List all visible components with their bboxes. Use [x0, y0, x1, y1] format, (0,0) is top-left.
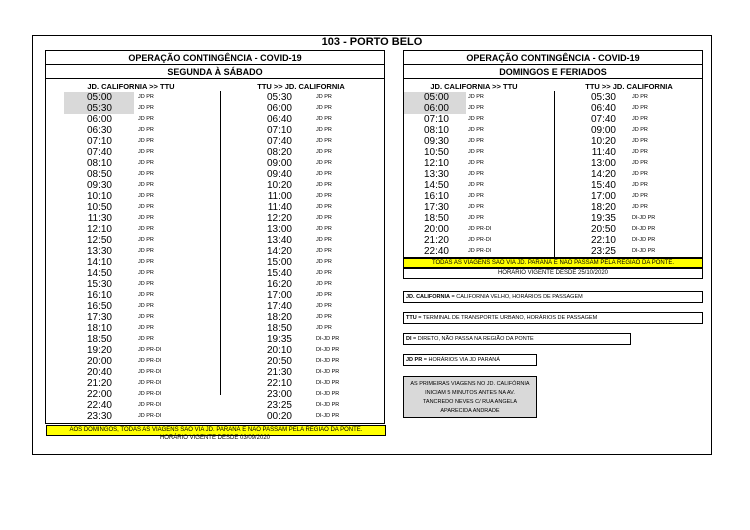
route-via: JD PR — [468, 215, 484, 221]
departure-time: 18:20 — [590, 202, 616, 213]
departure-time: 09:00 — [266, 158, 292, 169]
departure-time: 15:30 — [86, 279, 112, 290]
route-via: JD PR — [138, 149, 154, 155]
legend-di — [403, 333, 631, 345]
departure-time: 10:50 — [423, 147, 449, 158]
vigente-left: HORÁRIO VIGENTE DESDE 03/09/2020 — [159, 435, 271, 441]
departure-time: 10:10 — [86, 191, 112, 202]
departure-time: 21:20 — [423, 235, 449, 246]
route-via: JD PR — [138, 248, 154, 254]
departure-time: 05:00 — [86, 92, 112, 103]
route-via: JD PR — [138, 314, 154, 320]
departure-time: 07:10 — [266, 125, 292, 136]
departure-time: 07:10 — [86, 136, 112, 147]
route-via: JD PR — [138, 237, 154, 243]
departure-time: 09:30 — [86, 180, 112, 191]
route-via: JD PR — [316, 226, 332, 232]
route-via: DI-JD PR — [316, 358, 340, 364]
departure-time: 14:20 — [590, 169, 616, 180]
route-via: JD PR — [468, 204, 484, 210]
route-via: JD PR — [632, 204, 648, 210]
departure-time: 11:40 — [591, 147, 616, 158]
route-via: JD PR — [316, 281, 332, 287]
departure-time: 06:40 — [590, 103, 616, 114]
departure-time: 05:30 — [86, 103, 112, 114]
departure-time: 19:20 — [86, 345, 112, 356]
departure-time: 22:10 — [266, 378, 292, 389]
departure-time: 16:10 — [86, 290, 112, 301]
departure-time: 15:40 — [266, 268, 292, 279]
departure-time: 14:20 — [266, 246, 292, 257]
sunday-note: AOS DOMINGOS, TODAS AS VIAGENS SÃO VIA JD. PARANÁ E NÃO PASSAM PELA REGIÃO DA PONTE. — [46, 425, 386, 436]
departure-time: 07:10 — [423, 114, 449, 125]
route-via: JD PR — [316, 105, 332, 111]
route-via: JD PR — [138, 204, 154, 210]
route-title: 103 - PORTO BELO — [321, 36, 423, 48]
route-via: DI-JD PR — [316, 402, 340, 408]
departure-time: 06:00 — [86, 114, 112, 125]
route-via: JD PR — [468, 171, 484, 177]
route-via: JD PR — [316, 303, 332, 309]
route-via: JD PR — [316, 259, 332, 265]
departure-time: 11:30 — [87, 213, 112, 224]
departure-time: 13:30 — [423, 169, 449, 180]
departure-time: 09:30 — [423, 136, 449, 147]
departure-time: 17:30 — [423, 202, 449, 213]
column-divider — [554, 91, 555, 257]
route-via: JD PR — [468, 149, 484, 155]
route-via: JD PR — [468, 116, 484, 122]
departure-time: 22:10 — [590, 235, 616, 246]
route-via: JD PR — [632, 105, 648, 111]
departure-time: 18:10 — [86, 323, 112, 334]
col-header-inbound: TTU >> JD. CALIFORNIA — [585, 82, 673, 91]
departure-time: 13:40 — [266, 235, 292, 246]
holiday-note: TODAS AS VIAGENS SÃO VIA JD. PARANÁ E NÃO PASSAM PELA REGIÃO DA PONTE. — [403, 258, 703, 268]
col-header-inbound: TTU >> JD. CALIFORNIA — [257, 82, 345, 91]
departure-time: 08:50 — [86, 169, 112, 180]
route-via: JD PR — [316, 270, 332, 276]
departure-time: 07:40 — [590, 114, 616, 125]
route-via: JD PR — [316, 94, 332, 100]
departure-time: 15:40 — [590, 180, 616, 191]
departure-time: 09:40 — [266, 169, 292, 180]
departure-time: 07:40 — [86, 147, 112, 158]
departure-time: 05:30 — [266, 92, 292, 103]
route-via: DI-JD PR — [316, 413, 340, 419]
departure-time: 17:00 — [266, 290, 292, 301]
route-via: JD PR — [632, 149, 648, 155]
departure-time: 18:50 — [423, 213, 449, 224]
route-via: JD PR-DI — [138, 413, 162, 419]
departure-time: 20:50 — [266, 356, 292, 367]
legend-key: DI — [406, 336, 412, 342]
route-via: DI-JD PR — [632, 248, 656, 254]
column-divider — [220, 91, 221, 395]
route-via: DI-JD PR — [632, 237, 656, 243]
route-via: JD PR — [138, 116, 154, 122]
route-via: JD PR — [138, 226, 154, 232]
departure-time: 12:50 — [86, 235, 112, 246]
legend-ttu — [403, 312, 703, 324]
departure-time: 07:40 — [266, 136, 292, 147]
departure-time: 12:10 — [423, 158, 449, 169]
route-via: JD PR — [138, 215, 154, 221]
route-via: DI-JD PR — [316, 336, 340, 342]
first-trips-note: AS PRIMEIRAS VIAGENS NO JD. CALIFÓRNIA INICIAM 5 MINUTOS ANTES NA AV. TANCREDO NEVES C/ RUA ANGELA APARECIDA ANDRADE — [403, 376, 537, 418]
legend-text: = CALIFORNIA VELHO, HORÁRIOS DE PASSAGEM — [450, 294, 583, 300]
route-via: JD PR-DI — [138, 369, 162, 375]
route-via: JD PR-DI — [468, 248, 492, 254]
departure-time: 14:50 — [86, 268, 112, 279]
route-via: JD PR — [316, 215, 332, 221]
departure-time: 23:00 — [266, 389, 292, 400]
route-via: JD PR-DI — [468, 226, 492, 232]
departure-time: 22:40 — [423, 246, 449, 257]
departure-time: 16:50 — [86, 301, 112, 312]
legend-text: = DIRETO, NÃO PASSA NA REGIÃO DA PONTE — [411, 336, 534, 342]
route-via: JD PR-DI — [138, 391, 162, 397]
route-via: JD PR — [138, 281, 154, 287]
departure-time: 17:00 — [590, 191, 616, 202]
departure-time: 20:50 — [590, 224, 616, 235]
route-via: JD PR — [316, 182, 332, 188]
departure-time: 06:00 — [266, 103, 292, 114]
departure-time: 05:30 — [590, 92, 616, 103]
departure-time: 06:00 — [423, 103, 449, 114]
route-via: JD PR — [138, 127, 154, 133]
departure-time: 20:00 — [86, 356, 112, 367]
route-via: DI-JD PR — [632, 215, 656, 221]
departure-time: 08:20 — [266, 147, 292, 158]
route-via: JD PR — [316, 171, 332, 177]
route-via: JD PR — [316, 314, 332, 320]
legend-jd-california — [403, 291, 703, 303]
departure-time: 20:00 — [423, 224, 449, 235]
departure-time: 21:20 — [86, 378, 112, 389]
departure-time: 18:20 — [266, 312, 292, 323]
route-via: JD PR — [632, 193, 648, 199]
route-via: JD PR-DI — [468, 237, 492, 243]
days-title: SEGUNDA À SÁBADO — [46, 65, 384, 79]
departure-time: 16:20 — [266, 279, 292, 290]
route-via: JD PR — [468, 160, 484, 166]
route-via: JD PR — [316, 248, 332, 254]
legend-key: TTU — [406, 315, 417, 321]
departure-time: 12:20 — [266, 213, 292, 224]
route-via: JD PR — [316, 138, 332, 144]
departure-time: 19:35 — [590, 213, 616, 224]
legend-key: JD PR — [406, 357, 423, 363]
departure-time: 20:40 — [86, 367, 112, 378]
departure-time: 13:00 — [266, 224, 292, 235]
route-via: JD PR — [138, 193, 154, 199]
departure-time: 10:20 — [266, 180, 292, 191]
route-via: JD PR — [138, 138, 154, 144]
route-via: JD PR — [316, 204, 332, 210]
route-via: JD PR — [316, 193, 332, 199]
route-via: JD PR — [316, 149, 332, 155]
route-via: JD PR — [316, 127, 332, 133]
departure-time: 06:40 — [266, 114, 292, 125]
legend-text: = TERMINAL DE TRANSPORTE URBANO, HORÁRIOS DE PASSAGEM — [416, 315, 598, 321]
route-via: JD PR-DI — [138, 358, 162, 364]
holiday-schedule-panel — [403, 50, 703, 258]
departure-time: 14:10 — [86, 257, 112, 268]
route-via: JD PR — [138, 336, 154, 342]
route-via: JD PR — [468, 105, 484, 111]
departure-time: 21:30 — [266, 367, 292, 378]
route-via: DI-JD PR — [316, 347, 340, 353]
route-via: JD PR — [468, 127, 484, 133]
route-via: JD PR — [468, 182, 484, 188]
route-via: JD PR — [138, 94, 154, 100]
departure-time: 09:00 — [590, 125, 616, 136]
route-via: JD PR — [468, 138, 484, 144]
operation-title: OPERAÇÃO CONTINGÊNCIA - COVID-19 — [404, 51, 702, 65]
days-title: DOMINGOS E FERIADOS — [404, 65, 702, 79]
departure-time: 23:25 — [590, 246, 616, 257]
route-via: JD PR — [632, 94, 648, 100]
route-via: JD PR — [138, 292, 154, 298]
departure-time: 17:30 — [86, 312, 112, 323]
departure-time: 08:10 — [86, 158, 112, 169]
departure-time: 11:40 — [267, 202, 292, 213]
route-via: JD PR — [316, 160, 332, 166]
departure-time: 13:00 — [590, 158, 616, 169]
route-via: JD PR-DI — [138, 347, 162, 353]
weekday-schedule-panel — [45, 50, 385, 433]
operation-title: OPERAÇÃO CONTINGÊNCIA - COVID-19 — [46, 51, 384, 65]
route-via: JD PR — [632, 171, 648, 177]
route-via: JD PR — [632, 127, 648, 133]
departure-time: 22:40 — [86, 400, 112, 411]
departure-time: 16:10 — [423, 191, 449, 202]
col-header-outbound: JD. CALIFORNIA >> TTU — [430, 82, 518, 91]
route-via: JD PR — [632, 116, 648, 122]
legend-text: = HORÁRIOS VIA JD PARANÁ — [422, 357, 500, 363]
route-via: JD PR-DI — [138, 402, 162, 408]
departure-time: 10:50 — [86, 202, 112, 213]
departure-time: 17:40 — [266, 301, 292, 312]
departure-time: 20:10 — [266, 345, 292, 356]
departure-time: 18:50 — [266, 323, 292, 334]
legend-key: JD. CALIFORNIA — [406, 294, 450, 300]
departure-time: 22:00 — [86, 389, 112, 400]
route-via: JD PR — [138, 105, 154, 111]
route-via: JD PR — [138, 160, 154, 166]
departure-time: 23:25 — [266, 400, 292, 411]
legend-jdpr — [403, 354, 537, 366]
route-via: JD PR — [632, 138, 648, 144]
route-via: DI-JD PR — [632, 226, 656, 232]
departure-time: 18:50 — [86, 334, 112, 345]
departure-time: 10:20 — [590, 136, 616, 147]
route-via: JD PR — [316, 325, 332, 331]
departure-time: 11:00 — [267, 191, 292, 202]
route-via: JD PR — [316, 116, 332, 122]
route-via: JD PR — [138, 303, 154, 309]
departure-time: 14:50 — [423, 180, 449, 191]
departure-time: 08:10 — [423, 125, 449, 136]
col-header-outbound: JD. CALIFORNIA >> TTU — [87, 82, 175, 91]
route-via: JD PR — [138, 270, 154, 276]
route-via: JD PR — [316, 237, 332, 243]
route-via: JD PR — [138, 171, 154, 177]
departure-time: 15:00 — [266, 257, 292, 268]
route-via: JD PR — [468, 94, 484, 100]
route-via: JD PR — [316, 292, 332, 298]
route-via: JD PR — [632, 160, 648, 166]
route-via: JD PR — [632, 182, 648, 188]
route-via: JD PR — [138, 259, 154, 265]
departure-time: 19:35 — [266, 334, 292, 345]
route-via: JD PR-DI — [138, 380, 162, 386]
departure-time: 05:00 — [423, 92, 449, 103]
route-via: DI-JD PR — [316, 369, 340, 375]
route-via: JD PR — [138, 325, 154, 331]
departure-time: 23:30 — [86, 411, 112, 422]
departure-time: 13:30 — [86, 246, 112, 257]
route-via: DI-JD PR — [316, 380, 340, 386]
route-via: DI-JD PR — [316, 391, 340, 397]
departure-time: 06:30 — [86, 125, 112, 136]
route-via: JD PR — [468, 193, 484, 199]
route-via: JD PR — [138, 182, 154, 188]
departure-time: 00:20 — [266, 411, 292, 422]
departure-time: 12:10 — [86, 224, 112, 235]
vigente-right: HORÁRIO VIGENTE DESDE 25/10/2020 — [403, 268, 703, 279]
